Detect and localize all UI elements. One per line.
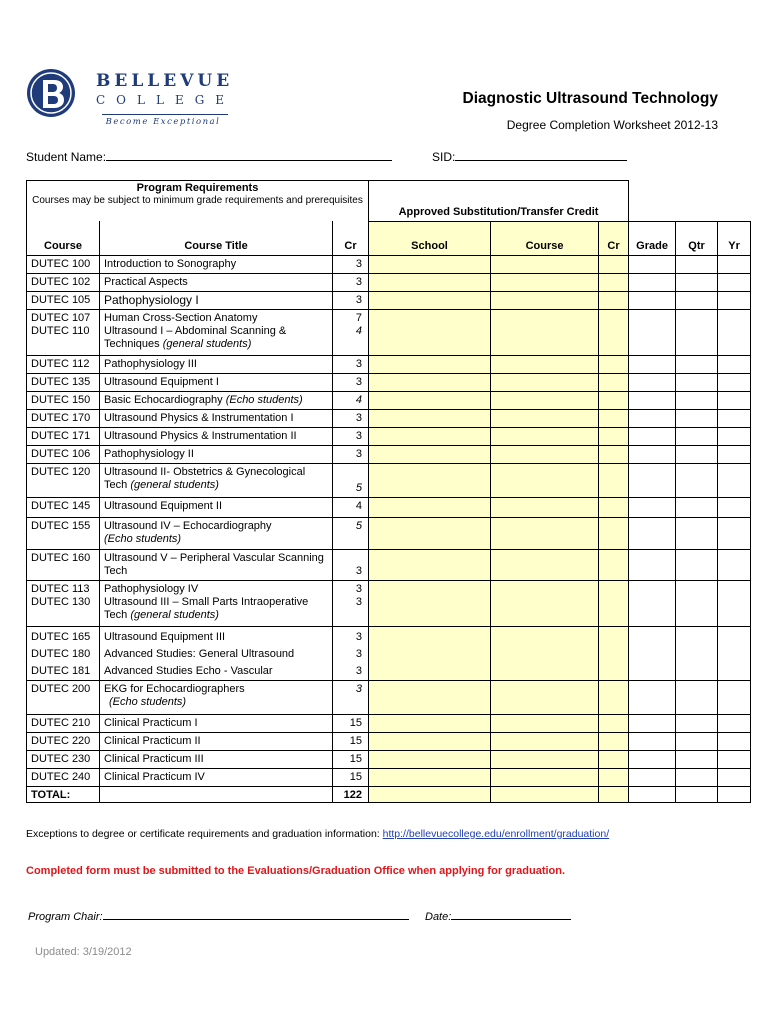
course-title: Ultrasound Equipment III [104, 630, 226, 643]
course-credits: 5 [333, 517, 369, 549]
sid-line[interactable] [455, 148, 627, 161]
course-credits: 3 [355, 647, 363, 660]
col-transfer-course: Course [491, 221, 599, 255]
transfer-cr-cell[interactable] [599, 750, 629, 768]
school-cell[interactable] [369, 373, 491, 391]
course-code: DUTEC 200 [27, 680, 100, 714]
transfer-cr-cell[interactable] [599, 549, 629, 580]
exceptions-text: Exceptions to degree or certificate requirements and graduation information: [26, 828, 380, 840]
table-row [27, 768, 751, 786]
course-note: (general students) [162, 337, 252, 350]
course-credits: 15 [333, 768, 369, 786]
course-code: DUTEC 240 [27, 768, 100, 786]
course-title: Clinical Practicum I [100, 714, 333, 732]
col-school: School [369, 221, 491, 255]
transfer-cr-cell[interactable] [599, 497, 629, 517]
course-title: Clinical Practicum IV [100, 768, 333, 786]
course-credits-group [333, 626, 369, 680]
course-credits: 3 [333, 427, 369, 445]
program-heading: Program Requirements [136, 182, 259, 194]
col-course-title: Course Title [100, 221, 333, 255]
table-row [27, 750, 751, 768]
course-code: DUTEC 210 [27, 714, 100, 732]
logo-name: BELLEVUE [96, 71, 234, 91]
course-note: (general students) [130, 478, 219, 491]
grade-cell[interactable] [629, 255, 676, 273]
yr-cell[interactable] [718, 750, 751, 768]
course-title: Pathophysiology I [100, 291, 333, 309]
course-title: Human Cross-Section Anatomy [104, 311, 258, 324]
table-row [27, 409, 751, 427]
transfer-course-cell[interactable] [491, 273, 599, 291]
grade-cell[interactable] [629, 273, 676, 291]
course-credits: 15 [333, 732, 369, 750]
table-row [27, 580, 751, 626]
course-credits: 3 [333, 549, 369, 580]
transfer-course-cell[interactable] [491, 255, 599, 273]
qtr-cell[interactable] [676, 373, 718, 391]
course-credits-group [333, 309, 369, 355]
grade-cell[interactable] [629, 732, 676, 750]
course-code: DUTEC 145 [27, 497, 100, 517]
course-code: DUTEC 220 [27, 732, 100, 750]
qtr-cell[interactable] [676, 427, 718, 445]
course-note: (Echo students) [104, 532, 182, 545]
table-row [27, 427, 751, 445]
school-cell[interactable] [369, 463, 491, 497]
school-cell[interactable] [369, 768, 491, 786]
transfer-course-cell[interactable] [491, 445, 599, 463]
program-chair-line[interactable] [103, 908, 409, 920]
course-code: DUTEC 100 [27, 255, 100, 273]
course-credits: 3 [333, 373, 369, 391]
col-transfer-cr: Cr [599, 221, 629, 255]
transfer-cr-cell[interactable] [599, 255, 629, 273]
school-cell[interactable] [369, 427, 491, 445]
course-credits: 4 [355, 324, 363, 337]
qtr-cell[interactable] [676, 309, 718, 355]
qtr-cell[interactable] [676, 580, 718, 626]
course-code: DUTEC 150 [27, 391, 100, 409]
course-title: Pathophysiology IV [104, 582, 199, 595]
grade-cell[interactable] [629, 409, 676, 427]
course-code: DUTEC 171 [27, 427, 100, 445]
transfer-course-cell[interactable] [491, 750, 599, 768]
col-yr: Yr [718, 221, 751, 255]
yr-cell[interactable] [718, 786, 751, 802]
transfer-course-cell[interactable] [491, 626, 599, 680]
course-code: DUTEC 105 [27, 291, 100, 309]
date-field[interactable] [425, 908, 571, 923]
qtr-cell[interactable] [676, 517, 718, 549]
school-cell[interactable] [369, 714, 491, 732]
grade-cell[interactable] [629, 714, 676, 732]
graduation-link[interactable]: http://bellevuecollege.edu/enrollment/graduation/ [382, 828, 610, 840]
col-cr: Cr [333, 221, 369, 255]
submission-notice: Completed form must be submitted to the Evaluations/Graduation Office when applying for graduation. [26, 865, 566, 877]
qtr-cell[interactable] [676, 626, 718, 680]
document-subtitle: Degree Completion Worksheet 2012-13 [506, 118, 718, 132]
student-name-field[interactable] [26, 148, 392, 164]
course-code: DUTEC 165 [31, 630, 91, 643]
transfer-course-cell[interactable] [491, 786, 599, 802]
yr-cell[interactable] [718, 463, 751, 497]
student-name-line[interactable] [106, 148, 392, 161]
grade-cell[interactable] [629, 549, 676, 580]
grade-cell[interactable] [629, 626, 676, 680]
yr-cell[interactable] [718, 768, 751, 786]
qtr-cell[interactable] [676, 391, 718, 409]
course-credits: 3 [355, 595, 363, 608]
transfer-cr-cell[interactable] [599, 768, 629, 786]
yr-cell[interactable] [718, 255, 751, 273]
course-credits: 15 [333, 750, 369, 768]
transfer-course-cell[interactable] [491, 732, 599, 750]
course-code: DUTEC 102 [27, 273, 100, 291]
school-cell[interactable] [369, 309, 491, 355]
table-row [27, 517, 751, 549]
course-code: DUTEC 160 [27, 549, 100, 580]
program-chair-field[interactable] [28, 908, 409, 923]
yr-cell[interactable] [718, 391, 751, 409]
yr-cell[interactable] [718, 714, 751, 732]
school-cell[interactable] [369, 273, 491, 291]
transfer-course-cell[interactable] [491, 714, 599, 732]
grade-cell[interactable] [629, 517, 676, 549]
total-credits: 122 [333, 786, 369, 802]
table-row [27, 373, 751, 391]
qtr-cell[interactable] [676, 273, 718, 291]
course-credits: 15 [333, 714, 369, 732]
school-cell[interactable] [369, 517, 491, 549]
yr-cell[interactable] [718, 626, 751, 680]
transfer-course-cell[interactable] [491, 768, 599, 786]
col-grade: Grade [629, 221, 676, 255]
school-cell[interactable] [369, 255, 491, 273]
grade-cell[interactable] [629, 786, 676, 802]
course-title-group [100, 580, 333, 626]
updated-date: : 3/19/2012 [76, 946, 132, 958]
qtr-cell[interactable] [676, 497, 718, 517]
updated-note [35, 946, 132, 958]
course-credits: 4 [333, 497, 369, 517]
course-title: Advanced Studies: General Ultrasound [104, 647, 295, 660]
course-code-group [27, 309, 100, 355]
col-course: Course [27, 221, 100, 255]
table-row [27, 714, 751, 732]
requirements-table [26, 180, 751, 803]
course-credits: 7 [355, 311, 363, 324]
course-code: DUTEC 155 [27, 517, 100, 549]
course-credits: 3 [333, 255, 369, 273]
course-credits: 4 [333, 391, 369, 409]
course-title: Pathophysiology III [100, 355, 333, 373]
yr-cell[interactable] [718, 355, 751, 373]
qtr-cell[interactable] [676, 355, 718, 373]
course-code: DUTEC 170 [27, 409, 100, 427]
transfer-cr-cell[interactable] [599, 517, 629, 549]
grade-cell[interactable] [629, 680, 676, 714]
yr-cell[interactable] [718, 680, 751, 714]
transfer-course-cell[interactable] [491, 580, 599, 626]
grade-cell[interactable] [629, 445, 676, 463]
transfer-course-cell[interactable] [491, 373, 599, 391]
course-code: DUTEC 110 [31, 324, 90, 337]
transfer-course-cell[interactable] [491, 549, 599, 580]
course-title-group [100, 626, 333, 680]
course-title: Ultrasound II- Obstetrics & Gynecological Tech [104, 465, 306, 491]
course-note: (Echo students) [109, 695, 187, 708]
qtr-cell[interactable] [676, 445, 718, 463]
grade-cell[interactable] [629, 463, 676, 497]
yr-cell[interactable] [718, 732, 751, 750]
qtr-cell[interactable] [676, 549, 718, 580]
grade-cell[interactable] [629, 750, 676, 768]
transfer-cr-cell[interactable] [599, 309, 629, 355]
document-title: Diagnostic Ultrasound Technology [462, 90, 718, 107]
course-title: Ultrasound V – Peripheral Vascular Scanning Tech [100, 549, 333, 580]
table-row [27, 680, 751, 714]
table-row [27, 391, 751, 409]
program-note: Courses may be subject to minimum grade requirements and prerequisites [32, 195, 363, 206]
yr-cell[interactable] [718, 309, 751, 355]
grade-cell[interactable] [629, 391, 676, 409]
transfer-course-cell[interactable] [491, 391, 599, 409]
table-row [27, 463, 751, 497]
course-credits: 3 [333, 680, 369, 714]
course-title-group [100, 309, 333, 355]
yr-cell[interactable] [718, 409, 751, 427]
qtr-cell[interactable] [676, 680, 718, 714]
course-credits: 3 [333, 409, 369, 427]
yr-cell[interactable] [718, 497, 751, 517]
course-title-cell [100, 463, 333, 497]
course-code: DUTEC 230 [27, 750, 100, 768]
school-cell[interactable] [369, 750, 491, 768]
table-row [27, 549, 751, 580]
grade-cell[interactable] [629, 497, 676, 517]
course-code: DUTEC 135 [27, 373, 100, 391]
course-credits: 3 [355, 630, 363, 643]
transfer-cr-cell[interactable] [599, 445, 629, 463]
table-row [27, 291, 751, 309]
course-title: Pathophysiology II [100, 445, 333, 463]
transfer-course-cell[interactable] [491, 291, 599, 309]
transfer-cr-cell[interactable] [599, 273, 629, 291]
qtr-cell[interactable] [676, 768, 718, 786]
table-heading-row [27, 181, 751, 222]
course-title: Ultrasound Equipment II [100, 497, 333, 517]
course-title: Ultrasound IV – Echocardiography [104, 519, 272, 532]
transfer-course-cell[interactable] [491, 463, 599, 497]
sid-label: SID: [432, 150, 456, 164]
total-row [27, 786, 751, 802]
yr-cell[interactable] [718, 445, 751, 463]
course-code: DUTEC 130 [31, 595, 91, 608]
logo-tagline: Become Exceptional [105, 117, 221, 127]
transfer-cr-cell[interactable] [599, 391, 629, 409]
yr-cell[interactable] [718, 291, 751, 309]
course-title: EKG for Echocardiographers [104, 682, 245, 695]
course-credits: 3 [333, 273, 369, 291]
blank-heading [629, 181, 751, 222]
course-title: Clinical Practicum III [100, 750, 333, 768]
school-cell[interactable] [369, 291, 491, 309]
table-row [27, 626, 751, 680]
transfer-course-cell[interactable] [491, 409, 599, 427]
course-title: Ultrasound Equipment I [100, 373, 333, 391]
transfer-course-cell[interactable] [491, 309, 599, 355]
school-cell[interactable] [369, 497, 491, 517]
school-cell[interactable] [369, 680, 491, 714]
course-title: Ultrasound Physics & Instrumentation I [100, 409, 333, 427]
transfer-course-cell[interactable] [491, 517, 599, 549]
qtr-cell[interactable] [676, 714, 718, 732]
transfer-cr-cell[interactable] [599, 355, 629, 373]
course-code: DUTEC 107 [31, 311, 91, 324]
table-row [27, 445, 751, 463]
course-credits: 3 [333, 355, 369, 373]
course-code: DUTEC 106 [27, 445, 100, 463]
qtr-cell[interactable] [676, 409, 718, 427]
transfer-course-cell[interactable] [491, 427, 599, 445]
course-title-cell [100, 680, 333, 714]
course-code: DUTEC 181 [31, 664, 91, 677]
course-title: Ultrasound I – Abdominal Scanning & Techniques [104, 324, 287, 350]
school-cell[interactable] [369, 732, 491, 750]
table-row [27, 255, 751, 273]
bellevue-b-emblem-icon [26, 68, 76, 118]
grade-cell[interactable] [629, 355, 676, 373]
updated-label: Updated [35, 946, 77, 958]
transfer-cr-cell[interactable] [599, 427, 629, 445]
course-title-cell [100, 391, 333, 409]
grade-cell[interactable] [629, 309, 676, 355]
course-title-cell [100, 517, 333, 549]
course-credits: 3 [355, 664, 363, 677]
date-label: Date: [425, 911, 452, 923]
college-logo [26, 68, 236, 130]
col-qtr: Qtr [676, 221, 718, 255]
sid-field[interactable] [432, 148, 627, 164]
qtr-cell[interactable] [676, 255, 718, 273]
logo-subname: COLLEGE [96, 93, 236, 107]
course-title: Advanced Studies Echo - Vascular [104, 664, 273, 677]
yr-cell[interactable] [718, 373, 751, 391]
qtr-cell[interactable] [676, 291, 718, 309]
transfer-cr-cell[interactable] [599, 786, 629, 802]
yr-cell[interactable] [718, 517, 751, 549]
school-cell[interactable] [369, 445, 491, 463]
qtr-cell[interactable] [676, 463, 718, 497]
course-code-group [27, 626, 100, 680]
table-row [27, 732, 751, 750]
course-credits-group [333, 580, 369, 626]
program-chair-label: Program Chair: [28, 911, 103, 923]
program-requirements-heading [27, 181, 369, 222]
school-cell[interactable] [369, 786, 491, 802]
grade-cell[interactable] [629, 768, 676, 786]
grade-cell[interactable] [629, 291, 676, 309]
column-header-row [27, 221, 751, 255]
transfer-course-cell[interactable] [491, 497, 599, 517]
table-row [27, 309, 751, 355]
grade-cell[interactable] [629, 373, 676, 391]
yr-cell[interactable] [718, 273, 751, 291]
grade-cell[interactable] [629, 427, 676, 445]
course-title: Ultrasound Physics & Instrumentation II [100, 427, 333, 445]
course-note: (Echo students) [225, 393, 303, 406]
transfer-cr-cell[interactable] [599, 373, 629, 391]
date-line[interactable] [451, 908, 571, 920]
transfer-cr-cell[interactable] [599, 626, 629, 680]
exceptions-line [26, 828, 609, 840]
transfer-cr-cell[interactable] [599, 680, 629, 714]
table-row [27, 355, 751, 373]
course-title: Ultrasound III – Small Parts Intraoperative Tech [104, 595, 309, 621]
school-cell[interactable] [369, 409, 491, 427]
approved-credit-heading: Approved Substitution/Transfer Credit [369, 181, 629, 222]
qtr-cell[interactable] [676, 786, 718, 802]
school-cell[interactable] [369, 391, 491, 409]
transfer-course-cell[interactable] [491, 680, 599, 714]
course-title: Basic Echocardiography [104, 393, 223, 406]
student-name-label: Student Name: [26, 150, 107, 164]
course-credits: 3 [333, 445, 369, 463]
course-credits: 5 [333, 463, 369, 497]
school-cell[interactable] [369, 626, 491, 680]
qtr-cell[interactable] [676, 750, 718, 768]
course-title: Clinical Practicum II [100, 732, 333, 750]
transfer-cr-cell[interactable] [599, 714, 629, 732]
course-credits: 3 [355, 582, 363, 595]
table-row [27, 273, 751, 291]
school-cell[interactable] [369, 549, 491, 580]
yr-cell[interactable] [718, 427, 751, 445]
course-credits: 3 [333, 291, 369, 309]
transfer-cr-cell[interactable] [599, 409, 629, 427]
yr-cell[interactable] [718, 549, 751, 580]
school-cell[interactable] [369, 580, 491, 626]
transfer-cr-cell[interactable] [599, 732, 629, 750]
transfer-cr-cell[interactable] [599, 291, 629, 309]
course-code: DUTEC 180 [31, 647, 91, 660]
school-cell[interactable] [369, 355, 491, 373]
course-title: Introduction to Sonography [100, 255, 333, 273]
transfer-cr-cell[interactable] [599, 580, 629, 626]
qtr-cell[interactable] [676, 732, 718, 750]
course-code-group [27, 580, 100, 626]
yr-cell[interactable] [718, 580, 751, 626]
table-row [27, 497, 751, 517]
course-title: Practical Aspects [100, 273, 333, 291]
course-code: DUTEC 113 [31, 582, 90, 595]
course-code: DUTEC 120 [27, 463, 100, 497]
total-label: TOTAL: [27, 786, 100, 802]
total-blank [100, 786, 333, 802]
course-note: (general students) [130, 608, 219, 621]
course-code: DUTEC 112 [27, 355, 100, 373]
grade-cell[interactable] [629, 580, 676, 626]
logo-divider [102, 114, 228, 115]
transfer-cr-cell[interactable] [599, 463, 629, 497]
transfer-course-cell[interactable] [491, 355, 599, 373]
